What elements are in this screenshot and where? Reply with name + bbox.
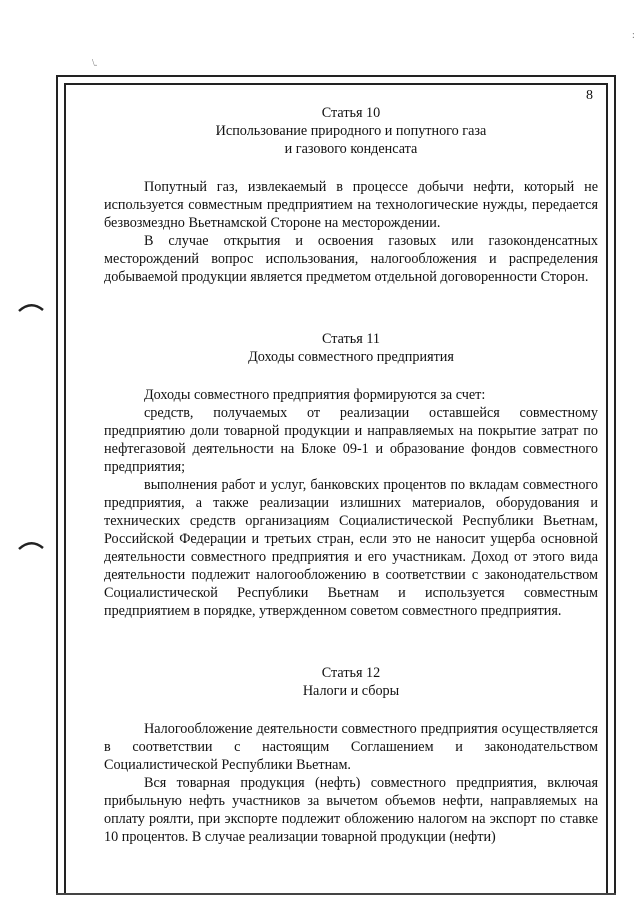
- article-heading: [104, 330, 598, 366]
- scan-dot-mark: \.: [92, 58, 98, 69]
- paragraph: Доходы совместного предприятия формируются за счет:: [144, 387, 486, 403]
- article-11: [104, 330, 598, 620]
- binder-hole-mark-bottom: [18, 540, 44, 550]
- article-heading: [104, 104, 598, 158]
- article-subtitle-line: Использование природного и попутного газа: [215, 123, 487, 139]
- article-title: Статья 12: [321, 665, 381, 681]
- page-bottom-edge: [56, 888, 616, 895]
- paragraph: Налогообложение деятельности совместного предприятия осуществляется в соответствии с настоящим Соглашением и законодательством Социалистической Республики Вьетнам.: [104, 721, 598, 773]
- paragraph: выполнения работ и услуг, банковских процентов по вкладам совместного предприятия, а также реализации излишних материалов, оборудования и технических средств организациям Социалистической Республики Вьетнам, Российской Федерации и третьих стран, если это не наносит ущерба основной деятельности совместного предприятия и его участникам. Доход от этого вида деятельности подлежит налогообложению в соответствии с законодательством Социалистической Республики Вьетнам и используется совместным предприятием в порядке, утвержденном советом совместного предприятия.: [104, 477, 598, 619]
- article-subtitle-line: Доходы совместного предприятия: [248, 349, 454, 365]
- article-subtitle-line: Налоги и сборы: [302, 683, 400, 699]
- article-12: [104, 664, 598, 846]
- scan-edge-mark: :: [632, 30, 635, 41]
- article-10: [104, 104, 598, 286]
- paragraph: Попутный газ, извлекаемый в процессе добычи нефти, который не используется совместным предприятием на технологические нужды, передается безвозмездно Вьетнамской Стороне на месторождении.: [104, 179, 598, 231]
- binder-hole-mark-top: [18, 302, 44, 312]
- paragraph: средств, получаемых от реализации оставшейся совместному предприятию доли товарной продукции и направляемых на покрытие затрат по нефтегазовой деятельности на Блоке 09-1 и образование фондов совместного предприятия;: [104, 405, 598, 475]
- article-title: Статья 10: [321, 105, 381, 121]
- article-title: Статья 11: [322, 331, 380, 347]
- article-subtitle-line: и газового конденсата: [284, 141, 418, 157]
- paragraph: Вся товарная продукция (нефть) совместного предприятия, включая прибыльную нефть участников за вычетом объемов нефти, направляемых на оплату роялти, при экспорте подлежит обложению налогом на экспорт по ставке 10 процентов. В случае реализации товарной продукции (нефти): [104, 775, 598, 845]
- article-heading: [104, 664, 598, 700]
- paragraph: В случае открытия и освоения газовых или газоконденсатных месторождений вопрос использования, налогообложения и распределения добываемой продукции является предметом отдельной договоренности Сторон.: [104, 233, 598, 285]
- document-body: [104, 104, 598, 846]
- page-number: 8: [586, 88, 593, 103]
